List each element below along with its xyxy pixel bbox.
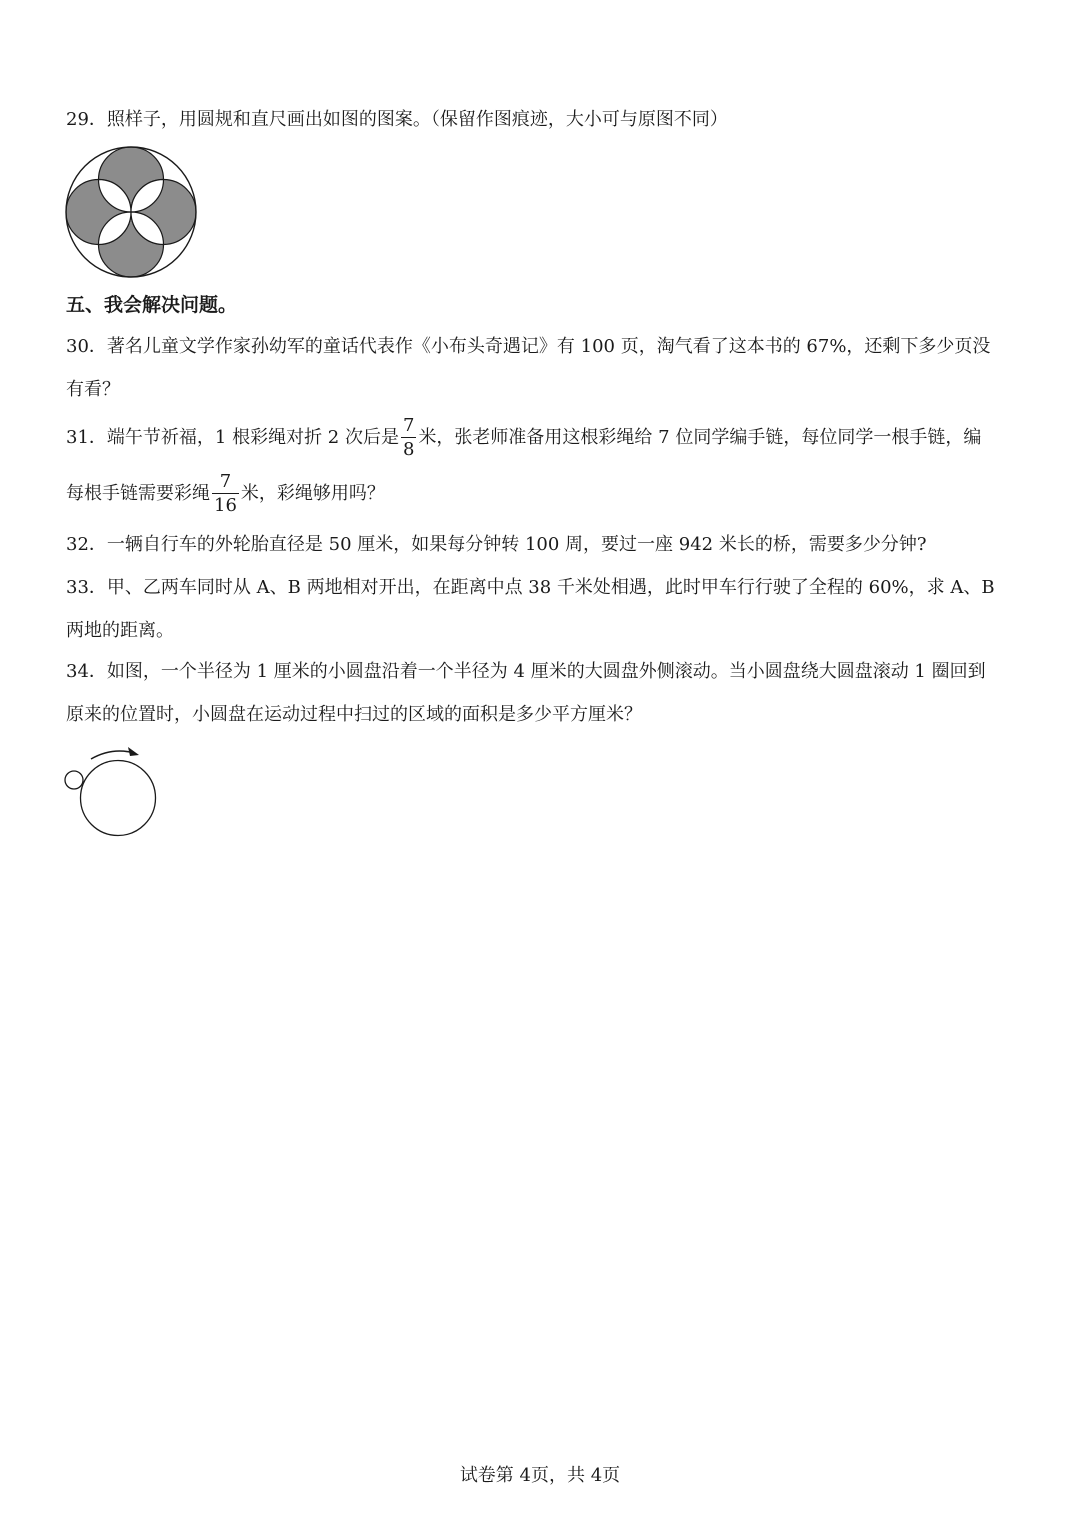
question-31-line-2-pre: 每根手链需要彩绳: [66, 483, 210, 504]
question-31-line-2: [66, 468, 385, 520]
question-34-line-1: 34．如图，一个半径为 1 厘米的小圆盘沿着一个半径为 4 厘米的大圆盘外侧滚动。当小圆盘绕大圆盘滚动 1 圈回到: [66, 661, 986, 682]
question-32-text: 32．一辆自行车的外轮胎直径是 50 厘米，如果每分钟转 100 周，要过一座 942 米长的桥，需要多少分钟?: [66, 534, 927, 555]
rotation-arc: [91, 751, 134, 759]
question-31-line-1-post: 米，张老师准备用这根彩绳给 7 位同学编手链，每位同学一根手链，编: [418, 427, 982, 448]
question-31-line-1-pre: 31．端午节祈福，1 根彩绳对折 2 次后是: [66, 427, 399, 448]
question-33-line-1: 33．甲、乙两车同时从 A、B 两地相对开出，在距离中点 38 千米处相遇，此时甲车行行驶了全程的 60%，求 A、B: [66, 577, 995, 598]
section-5-title: 五、我会解决问题。: [66, 294, 238, 316]
question-31-line-1: [66, 412, 981, 464]
question-34-line-2: 原来的位置时，小圆盘在运动过程中扫过的区域的面积是多少平方厘米？: [66, 704, 642, 725]
fraction-7-16: [212, 472, 239, 516]
fraction-denominator: 8: [402, 439, 415, 460]
arrowhead-icon: [128, 747, 139, 756]
fraction-denominator: 16: [214, 495, 237, 516]
question-30-line-1: 30．著名儿童文学作家孙幼军的童话代表作《小布头奇遇记》有 100 页，淘气看了这本书的 67%，还剩下多少页没: [66, 336, 991, 357]
large-disk: [81, 761, 156, 836]
question-30-line-2: 有看？: [66, 379, 120, 400]
small-disk: [65, 771, 83, 789]
question-29-text: 29．照样子，用圆规和直尺画出如图的图案。（保留作图痕迹，大小可与原图不同）: [66, 109, 728, 130]
question-31-line-2-post: 米，彩绳够用吗？: [240, 483, 385, 504]
rolling-disk-figure: [58, 742, 168, 840]
fraction-numerator: 7: [402, 415, 415, 436]
page-footer: 试卷第 4页，共 4页: [459, 1465, 621, 1486]
question-33-line-2: 两地的距离。: [66, 620, 174, 641]
flower-pattern-figure: [60, 142, 204, 278]
fraction-numerator: 7: [212, 472, 239, 494]
fraction-7-8: [401, 416, 416, 460]
